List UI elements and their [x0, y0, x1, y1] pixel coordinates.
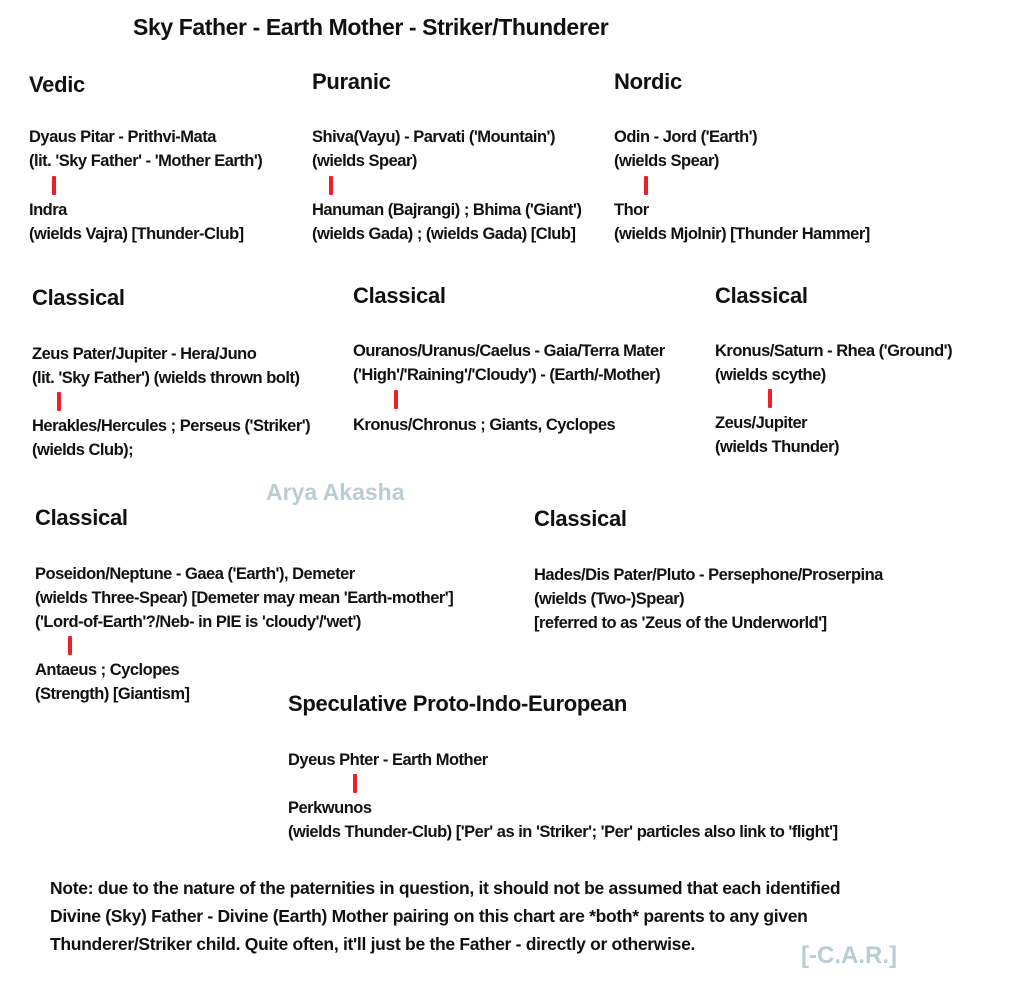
- parents-line: ('High'/'Raining'/'Cloudy') - (Earth/-Mother): [353, 366, 661, 384]
- parents-line: (wields Spear): [614, 152, 719, 170]
- parents-line: ('Lord-of-Earth'?/Neb- in PIE is 'cloudy'/'wet'): [35, 613, 361, 631]
- parents-line: (wields scythe): [715, 366, 826, 384]
- group-heading: Speculative Proto-Indo-European: [288, 691, 628, 716]
- descent-connector: [52, 176, 56, 195]
- group-heading: Classical: [715, 283, 808, 308]
- parents-line: (wields Three-Spear) [Demeter may mean 'Earth-mother']: [35, 589, 454, 607]
- descent-connector: [394, 390, 398, 409]
- child-line: Kronus/Chronus ; Giants, Cyclopes: [353, 416, 616, 434]
- parents-line: Odin - Jord ('Earth'): [614, 128, 758, 146]
- parents-line: (wields (Two-)Spear): [534, 590, 685, 608]
- group-heading: Puranic: [312, 69, 391, 94]
- child-line: Zeus/Jupiter: [715, 414, 808, 432]
- parents-line: Shiva(Vayu) - Parvati ('Mountain'): [312, 128, 555, 146]
- group-heading: Classical: [32, 285, 125, 310]
- descent-connector: [329, 176, 333, 195]
- parents-line: Dyeus Phter - Earth Mother: [288, 751, 488, 769]
- child-line: (wields Thunder): [715, 438, 839, 456]
- parents-line: Poseidon/Neptune - Gaea ('Earth'), Demeter: [35, 565, 355, 583]
- child-line: Antaeus ; Cyclopes: [35, 661, 180, 679]
- watermark-text: Arya Akasha: [266, 479, 405, 505]
- parents-line: Hades/Dis Pater/Pluto - Persephone/Proserpina: [534, 566, 883, 584]
- child-line: (wields Vajra) [Thunder-Club]: [29, 225, 244, 243]
- note-line: Thunderer/Striker child. Quite often, it'll just be the Father - directly or otherwise.: [50, 934, 696, 954]
- descent-connector: [644, 176, 648, 195]
- descent-connector: [57, 392, 61, 411]
- signature-watermark: [-C.A.R.]: [801, 942, 897, 969]
- parents-line: Zeus Pater/Jupiter - Hera/Juno: [32, 345, 257, 363]
- descent-connector: [68, 636, 72, 655]
- parents-line: (wields Spear): [312, 152, 417, 170]
- child-line: (wields Mjolnir) [Thunder Hammer]: [614, 225, 870, 243]
- child-line: Perkwunos: [288, 799, 372, 817]
- child-line: (wields Gada) ; (wields Gada) [Club]: [312, 225, 576, 243]
- child-line: Thor: [614, 201, 649, 219]
- group-heading: Classical: [35, 505, 128, 530]
- note-line: Divine (Sky) Father - Divine (Earth) Mother pairing on this chart are *both* parents to any given: [50, 906, 808, 926]
- descent-connector: [768, 389, 772, 408]
- parents-line: (lit. 'Sky Father' - 'Mother Earth'): [29, 152, 263, 170]
- parents-line: Kronus/Saturn - Rhea ('Ground'): [715, 342, 953, 360]
- child-line: Hanuman (Bajrangi) ; Bhima ('Giant'): [312, 201, 582, 219]
- descent-connector: [353, 774, 357, 793]
- chart-title: Sky Father - Earth Mother - Striker/Thunderer: [133, 14, 609, 40]
- parents-line: Dyaus Pitar - Prithvi-Mata: [29, 128, 216, 146]
- parents-line: [referred to as 'Zeus of the Underworld']: [534, 614, 827, 632]
- parents-line: (lit. 'Sky Father') (wields thrown bolt): [32, 369, 300, 387]
- note-line: Note: due to the nature of the paternities in question, it should not be assumed that each identified: [50, 878, 841, 898]
- group-heading: Classical: [534, 506, 627, 531]
- child-line: Herakles/Hercules ; Perseus ('Striker'): [32, 417, 311, 435]
- group-heading: Classical: [353, 283, 446, 308]
- child-line: Indra: [29, 201, 67, 219]
- child-line: (wields Club);: [32, 441, 134, 459]
- group-heading: Nordic: [614, 69, 682, 94]
- parents-line: Ouranos/Uranus/Caelus - Gaia/Terra Mater: [353, 342, 665, 360]
- child-line: (Strength) [Giantism]: [35, 685, 190, 703]
- child-line: (wields Thunder-Club) ['Per' as in 'Striker'; 'Per' particles also link to 'flight']: [288, 823, 838, 841]
- group-heading: Vedic: [29, 72, 85, 97]
